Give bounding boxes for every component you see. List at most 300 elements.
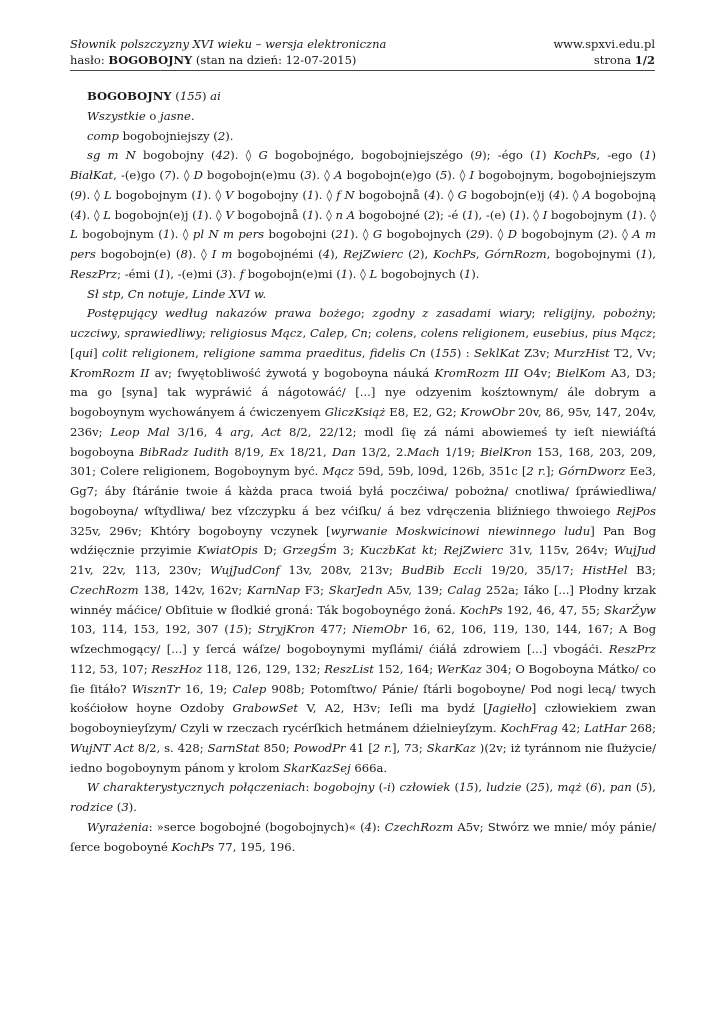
- text-segment: 19/20, 35/17;: [482, 563, 583, 577]
- text-segment: ,: [591, 306, 604, 321]
- italic-segment: religione samma praeditus: [203, 345, 362, 360]
- headword: BOGOBOJNY: [87, 89, 172, 103]
- text-segment: (: [403, 247, 413, 261]
- text-segment: O4v;: [518, 365, 557, 380]
- text-segment: bogobojn(e) (: [95, 247, 181, 261]
- text-segment: (: [113, 800, 122, 814]
- italic-segment: zgodny z zasadami wiary: [372, 306, 532, 321]
- italic-segment: 25: [530, 780, 545, 795]
- italic-segment: 3: [121, 800, 129, 814]
- italic-segment: I m: [211, 247, 233, 261]
- text-segment: 103, 114, 153, 192, 307 (: [70, 622, 229, 637]
- italic-segment: religiosus Mącz: [209, 326, 303, 340]
- text-segment: ,: [584, 326, 593, 340]
- italic-segment: Dan: [332, 444, 356, 459]
- italic-segment: 7: [163, 168, 172, 182]
- text-segment: (: [171, 89, 180, 103]
- text-segment: 31v, 115v, 264v;: [503, 543, 614, 558]
- italic-segment: KwiatOpis: [197, 543, 258, 558]
- italic-segment: KochPs: [433, 247, 476, 261]
- italic-segment: D: [193, 168, 203, 182]
- italic-segment: f: [239, 266, 245, 281]
- text-segment: 8/19,: [229, 444, 270, 459]
- italic-segment: StryjKron: [257, 622, 315, 637]
- italic-segment: LatHar: [584, 721, 627, 735]
- italic-segment: colit religionem: [102, 345, 196, 360]
- text-segment: ): [390, 780, 400, 795]
- text-segment: A5v; Stwórz we mnie/ móy pánie/ ſerce bogoboyné: [70, 819, 656, 854]
- italic-segment: f N: [336, 187, 355, 202]
- text-segment: ). ◊: [311, 168, 335, 182]
- text-segment: ),: [597, 780, 610, 795]
- italic-segment: SkarKaz: [426, 740, 476, 755]
- italic-segment: KochPs: [553, 148, 597, 163]
- text-segment: 3/16, 4: [169, 424, 231, 439]
- italic-segment: 42: [215, 148, 231, 163]
- text-segment: ;: [360, 306, 373, 321]
- entry-body: [70, 87, 656, 857]
- text-segment: ). ◊: [314, 187, 337, 202]
- italic-segment: Sł stp, Cn notuje, Linde XVI w.: [87, 286, 267, 301]
- text-segment: (: [581, 780, 591, 795]
- italic-segment: Leop Mal: [110, 424, 170, 439]
- entry-info: [70, 53, 356, 67]
- text-segment: ); -é (: [435, 207, 467, 222]
- text-segment: ),: [647, 780, 656, 795]
- italic-segment: Wszystkie: [87, 108, 146, 123]
- text-segment: (: [631, 780, 641, 795]
- text-segment: ). ◊: [447, 168, 470, 182]
- text-segment: A3, D3; ma go [syna] tak wypráwić á nágotowáć/ [...] nye odzyenim kośztownym/ ále dobrym a bogoboynym wychowányem á ćwiczenyem: [70, 365, 656, 419]
- entry-paragraph: [70, 304, 656, 778]
- text-segment: ;: [652, 306, 657, 321]
- italic-segment: comp: [87, 128, 119, 143]
- text-segment: ; [: [70, 326, 656, 360]
- italic-segment: 29: [470, 227, 485, 242]
- italic-segment: SkarKazSej: [283, 760, 351, 775]
- italic-segment: 9: [74, 187, 82, 202]
- text-segment: ).: [227, 266, 240, 281]
- italic-segment: 1: [644, 148, 652, 163]
- text-segment: bogobojny (: [233, 187, 307, 202]
- text-segment: bogobojnym (: [547, 207, 631, 222]
- italic-segment: ReszHoz: [151, 661, 203, 676]
- text-segment: 41 [: [345, 740, 373, 755]
- italic-segment: ReszPrz: [70, 266, 118, 281]
- italic-segment: BielKom: [556, 365, 606, 380]
- italic-segment: uczciwy: [70, 326, 117, 340]
- text-segment: F3;: [299, 582, 329, 597]
- italic-segment: 5: [439, 168, 448, 182]
- text-segment: 42;: [557, 721, 585, 735]
- website-url[interactable]: www.spxvi.edu.pl: [553, 37, 655, 51]
- text-segment: ). ◊: [485, 227, 508, 242]
- italic-segment: 4: [428, 187, 436, 202]
- text-segment: bogobojné (: [355, 207, 429, 222]
- italic-segment: 2: [428, 207, 436, 222]
- text-segment: bogobojn(e)mu (: [202, 168, 305, 182]
- text-segment: ),: [419, 247, 434, 261]
- italic-segment: 3: [220, 266, 228, 281]
- text-segment: 21v, 22v, 113, 230v;: [70, 563, 211, 577]
- text-segment: ,: [361, 345, 370, 360]
- text-segment: E8, E2, G2;: [385, 405, 461, 419]
- text-segment: bogobojn(e)mi (: [244, 266, 341, 281]
- text-segment: 20v, 86, 95v, 147, 204v, 236v;: [70, 405, 656, 439]
- text-segment: bogobojn(e)go (: [342, 168, 440, 182]
- text-segment: bogobojnégo, bogobojniejszégo (: [267, 148, 475, 163]
- text-segment: ;: [202, 326, 210, 340]
- italic-segment: Mach: [407, 444, 440, 459]
- text-segment: 192, 46, 47, 55;: [502, 602, 605, 617]
- text-segment: .: [190, 108, 195, 123]
- italic-segment: CzechRozm: [70, 582, 139, 597]
- text-segment: ),: [544, 780, 558, 795]
- italic-segment: 1: [195, 187, 204, 202]
- text-segment: 477;: [314, 622, 353, 637]
- italic-segment: sprawiedliwy: [124, 326, 202, 340]
- italic-segment: arg: [230, 424, 251, 439]
- italic-segment: RejPos: [616, 503, 656, 518]
- italic-segment: 1: [466, 207, 475, 222]
- italic-segment: 155: [434, 345, 457, 360]
- italic-segment: SarnStat: [207, 740, 260, 755]
- italic-segment: RejZwierc: [343, 247, 404, 261]
- text-segment: ). ◊: [230, 148, 259, 163]
- text-segment: ):: [372, 819, 385, 834]
- text-segment: Ee3, Gg7; áby ſtáránie twoie á kàżda praca twoiá byłá poczćiwa/ pobożna/ cnotliwa/ ſpráwiedliwa/ bogoboyna/ wſtydliwa/ bez vſzczypku á bez vćiſku/ á bez vdręczenia bliźniego thwoiego: [70, 464, 657, 518]
- italic-segment: KromRozm III: [434, 365, 519, 380]
- text-segment: ). ◊: [560, 187, 583, 202]
- text-segment: bogobojną (: [70, 187, 657, 222]
- italic-segment: WerKaz: [436, 661, 482, 676]
- text-segment: 325v, 296v; Khtóry bogoboyny vczynek [: [70, 523, 331, 538]
- text-segment: Z3v;: [519, 345, 555, 360]
- text-segment: ).: [471, 266, 480, 281]
- text-segment: 13/2, 2.: [355, 444, 408, 459]
- text-segment: ). ◊: [204, 207, 226, 222]
- italic-segment: GliczKsiąż: [324, 405, 386, 419]
- text-segment: ,: [343, 326, 352, 340]
- italic-segment: 1: [463, 266, 472, 281]
- italic-segment: Mącz: [322, 464, 354, 479]
- text-segment: 3;: [336, 543, 360, 558]
- text-segment: ). ◊: [638, 207, 657, 222]
- page-header-line-2: [70, 53, 655, 67]
- italic-segment: 4: [553, 187, 561, 202]
- text-segment: 118, 126, 129, 132;: [202, 661, 325, 676]
- italic-segment: KochPs: [171, 839, 215, 854]
- text-segment: )(2v; iż tyránnom nie ſłużycie/ iedno bogoboynym pánom y krolom: [70, 740, 657, 775]
- text-segment: bogobojnym (: [77, 227, 163, 242]
- italic-segment: mąż: [557, 780, 582, 795]
- text-segment: 850;: [259, 740, 294, 755]
- italic-segment: W charakterystycznych połączeniach: [87, 780, 306, 795]
- italic-segment: KochFrag: [500, 721, 558, 735]
- italic-segment: colens religionem: [420, 326, 526, 340]
- text-segment: 59d, 59b, l09d, 126b, 351c [: [353, 464, 527, 479]
- entry-paragraph: [70, 146, 656, 284]
- italic-segment: Act: [261, 424, 282, 439]
- text-segment: ). ◊: [203, 187, 226, 202]
- italic-segment: KromRozm II: [70, 365, 150, 380]
- italic-segment: HistHel: [582, 563, 628, 577]
- text-segment: bogobojn(e)j (: [466, 187, 554, 202]
- text-segment: 112, 53, 107;: [70, 661, 152, 676]
- italic-segment: GórnDworz: [558, 464, 626, 479]
- italic-segment: G: [372, 227, 383, 242]
- text-segment: ,: [116, 326, 125, 340]
- italic-segment: 5: [640, 780, 648, 795]
- italic-segment: Postępujący według nakazów prawa bożego: [87, 306, 361, 321]
- text-segment: ; -émi (: [117, 266, 159, 281]
- italic-segment: Ex: [269, 444, 285, 459]
- italic-segment: GrzegŚm: [282, 543, 337, 558]
- italic-segment: ai: [210, 89, 221, 103]
- italic-segment: GrabowSet: [232, 701, 298, 716]
- italic-segment: L: [369, 266, 378, 281]
- text-segment: ;: [367, 326, 376, 340]
- italic-segment: V: [225, 187, 234, 202]
- italic-segment: ReszPrz: [608, 642, 656, 656]
- italic-segment: WujJud: [613, 543, 656, 558]
- italic-segment: Calep: [310, 326, 344, 340]
- text-segment: 77, 195, 196.: [214, 839, 296, 854]
- text-segment: bogobojnych (: [382, 227, 471, 242]
- text-segment: B3;: [627, 563, 656, 577]
- italic-segment: sg m N: [87, 148, 136, 163]
- italic-segment: 2: [217, 128, 226, 143]
- italic-segment: I: [469, 168, 475, 182]
- italic-segment: 1: [640, 247, 648, 261]
- text-segment: ). ◊: [81, 187, 104, 202]
- entry-date: (stan na dzień: 12-07-2015): [192, 53, 357, 67]
- italic-segment: pobożny: [603, 306, 653, 321]
- italic-segment: religijny: [543, 306, 592, 321]
- page-num: 1/2: [634, 53, 655, 67]
- italic-segment: G: [457, 187, 467, 202]
- italic-segment: człowiek: [399, 780, 451, 795]
- italic-segment: rodzice: [70, 800, 114, 814]
- text-segment: ),: [647, 247, 656, 261]
- dictionary-title: Słownik polszczyzny XVI wieku – wersja elektroniczna: [70, 37, 387, 51]
- text-segment: ]: [93, 345, 102, 360]
- italic-segment: 1: [196, 207, 205, 222]
- italic-segment: GórnRozm: [484, 247, 547, 261]
- italic-segment: BudBib Eccli: [401, 563, 483, 577]
- italic-segment: PowodPr: [293, 740, 346, 755]
- italic-segment: 155: [179, 89, 202, 103]
- text-segment: (: [374, 780, 384, 795]
- text-segment: ). ◊: [348, 266, 370, 281]
- page-number: [594, 53, 655, 67]
- text-segment: ): [201, 89, 211, 103]
- italic-segment: I: [542, 207, 548, 222]
- text-segment: bogobojn(e)j (: [110, 207, 197, 222]
- italic-segment: A: [582, 187, 591, 202]
- italic-segment: BibRadz Iudith: [139, 444, 230, 459]
- text-segment: ;: [531, 306, 544, 321]
- text-segment: bogobojnym, bogobojniejszym (: [70, 168, 657, 202]
- text-segment: V, A2, H3v; Ieſli ma bydź [: [298, 701, 488, 716]
- text-segment: o: [145, 108, 161, 123]
- italic-segment: 15: [459, 780, 474, 795]
- italic-segment: ReszList: [324, 661, 374, 676]
- text-segment: bogobojnå (: [354, 187, 429, 202]
- text-segment: ) :: [456, 345, 474, 360]
- italic-segment: 8: [180, 247, 188, 261]
- italic-segment: 6: [590, 780, 598, 795]
- italic-segment: KuczbKat kt: [359, 543, 434, 558]
- text-segment: bogobojnym (: [111, 187, 196, 202]
- text-segment: ): [541, 148, 554, 163]
- italic-segment: ludzie: [486, 780, 522, 795]
- text-segment: ). ◊: [350, 227, 373, 242]
- italic-segment: Cn: [351, 326, 368, 340]
- italic-segment: L: [103, 187, 112, 202]
- text-segment: ). ◊: [435, 187, 458, 202]
- text-segment: ).: [128, 800, 137, 814]
- italic-segment: KarnNap: [246, 582, 300, 597]
- italic-segment: wyrwanie Moskwicinowi niewinnego ludu: [330, 523, 591, 538]
- italic-segment: A m pers: [70, 227, 656, 261]
- entry-paragraph: [70, 107, 656, 127]
- text-segment: bogobojnych (: [377, 266, 464, 281]
- italic-segment: V: [225, 207, 234, 222]
- entry-prefix: hasło:: [70, 53, 109, 67]
- italic-segment: 2: [412, 247, 420, 261]
- entry-paragraph: [70, 778, 656, 818]
- italic-segment: SeklKat: [473, 345, 520, 360]
- page-prefix: strona: [593, 53, 635, 67]
- text-segment: , -(e)go (: [113, 168, 164, 182]
- italic-segment: 21: [335, 227, 351, 242]
- text-segment: ).: [225, 128, 234, 143]
- text-segment: 304; O Bogoboyna Mátko/ co ſie ſitáło?: [70, 661, 657, 696]
- text-segment: bogobojnémi (: [232, 247, 323, 261]
- text-segment: 8/2, s. 428;: [133, 740, 208, 755]
- text-segment: ,: [302, 326, 311, 340]
- italic-segment: L: [70, 227, 78, 242]
- text-segment: 16, 62, 106, 119, 130, 144, 167; A Bog wſzechmogący/ [...] y ſercá wáſze/ bogoboynymi myſlámi/ ćiáłá zdrowiem [...] vbogáći.: [70, 622, 656, 656]
- text-segment: 8/2, 22/12; modl ſię zá námi abowiemeś ty ieſt niewiáſtá bogoboyna: [70, 424, 656, 459]
- text-segment: bogobojni (: [264, 227, 336, 242]
- text-segment: ). ◊: [314, 207, 336, 222]
- italic-segment: RejZwierc: [443, 543, 504, 558]
- italic-segment: bogobojny: [313, 780, 375, 795]
- italic-segment: 1: [513, 207, 522, 222]
- text-segment: av; ſwyętobliwość żywotá y bogoboyna náuká: [149, 365, 435, 380]
- italic-segment: NiemObr: [352, 622, 407, 637]
- italic-segment: WujNT Act: [70, 740, 134, 755]
- entry-word: BOGOBOJNY: [108, 53, 193, 67]
- text-segment: 1/19;: [439, 444, 481, 459]
- italic-segment: 1: [158, 266, 166, 281]
- italic-segment: BielKron: [480, 444, 532, 459]
- italic-segment: BiałKat: [70, 168, 114, 182]
- text-segment: ,: [413, 326, 421, 340]
- entry-paragraph: [70, 818, 656, 858]
- text-segment: (: [521, 780, 531, 795]
- text-segment: ] Pan Bog wdźięcznie przyimie: [70, 523, 656, 558]
- italic-segment: 1: [534, 148, 542, 163]
- italic-segment: colens: [375, 326, 414, 340]
- text-segment: ),: [330, 247, 344, 261]
- text-segment: ,: [195, 345, 204, 360]
- entry-paragraph: [70, 285, 656, 305]
- italic-segment: 9: [474, 148, 483, 163]
- text-segment: ,: [475, 247, 485, 261]
- text-segment: 153, 168, 203, 209, 301; Colere religionem, Bogoboynym być.: [70, 444, 657, 479]
- italic-segment: 1: [340, 266, 349, 281]
- text-segment: );: [243, 622, 258, 637]
- text-segment: 18/21,: [284, 444, 332, 459]
- text-segment: bogobojny (: [135, 148, 216, 163]
- italic-segment: Wyrażenia: [87, 819, 149, 834]
- italic-segment: n A: [335, 207, 356, 222]
- text-segment: ),: [473, 780, 487, 795]
- text-segment: ], 73;: [392, 740, 427, 755]
- text-segment: 13v, 208v, 213v;: [279, 563, 402, 577]
- italic-segment: pius Mącz: [592, 326, 653, 340]
- italic-segment: pan: [609, 780, 632, 795]
- text-segment: D;: [257, 543, 283, 558]
- text-segment: : »serce bogobojné (bogobojnych)« (: [148, 819, 365, 834]
- text-segment: ). ◊: [187, 247, 212, 261]
- italic-segment: G: [258, 148, 268, 163]
- text-segment: ). ◊: [170, 227, 193, 242]
- text-segment: A5v, 139;: [382, 582, 448, 597]
- italic-segment: 2 r.: [372, 740, 393, 755]
- italic-segment: MurzHist: [554, 345, 610, 360]
- italic-segment: L: [103, 207, 111, 222]
- italic-segment: 4: [74, 207, 82, 222]
- text-segment: 16, 19;: [179, 681, 233, 696]
- entry-paragraph: [70, 127, 656, 147]
- text-segment: ). ◊: [609, 227, 633, 242]
- italic-segment: A: [334, 168, 343, 182]
- page-header-line-1: [70, 37, 655, 51]
- italic-segment: 2 r.: [526, 464, 546, 479]
- text-segment: 666a.: [350, 760, 388, 775]
- text-segment: ), -(e)mi (: [165, 266, 221, 281]
- text-segment: ): [651, 148, 656, 163]
- text-segment: ,: [525, 326, 533, 340]
- italic-segment: SkarJedn: [328, 582, 383, 597]
- text-segment: 152, 164;: [373, 661, 437, 676]
- italic-segment: -i: [383, 780, 391, 795]
- text-segment: , bogobojnymi (: [546, 247, 641, 261]
- italic-segment: Calag: [447, 582, 482, 597]
- text-segment: (: [425, 345, 435, 360]
- italic-segment: 4: [322, 247, 331, 261]
- italic-segment: qui: [74, 345, 94, 360]
- text-segment: :: [305, 780, 314, 795]
- text-segment: bogobojnå (: [233, 207, 307, 222]
- italic-segment: KrowObr: [460, 405, 515, 419]
- italic-segment: 1: [162, 227, 171, 242]
- text-segment: 908b; Potomſtwo/ Pánie/ ſtárli bogoboyne/ Pod nogi lecą/ twych kośćiołow hoyne Ozdoby: [70, 681, 656, 716]
- italic-segment: CzechRozm: [384, 819, 454, 834]
- italic-segment: WisznTr: [131, 681, 180, 696]
- italic-segment: 1: [306, 207, 315, 222]
- italic-segment: 15: [228, 622, 244, 637]
- italic-segment: 2: [602, 227, 610, 242]
- italic-segment: WujJudConf: [210, 563, 280, 577]
- text-segment: ). ◊: [171, 168, 194, 182]
- italic-segment: SkarŻyw: [604, 602, 656, 617]
- italic-segment: 1: [306, 187, 315, 202]
